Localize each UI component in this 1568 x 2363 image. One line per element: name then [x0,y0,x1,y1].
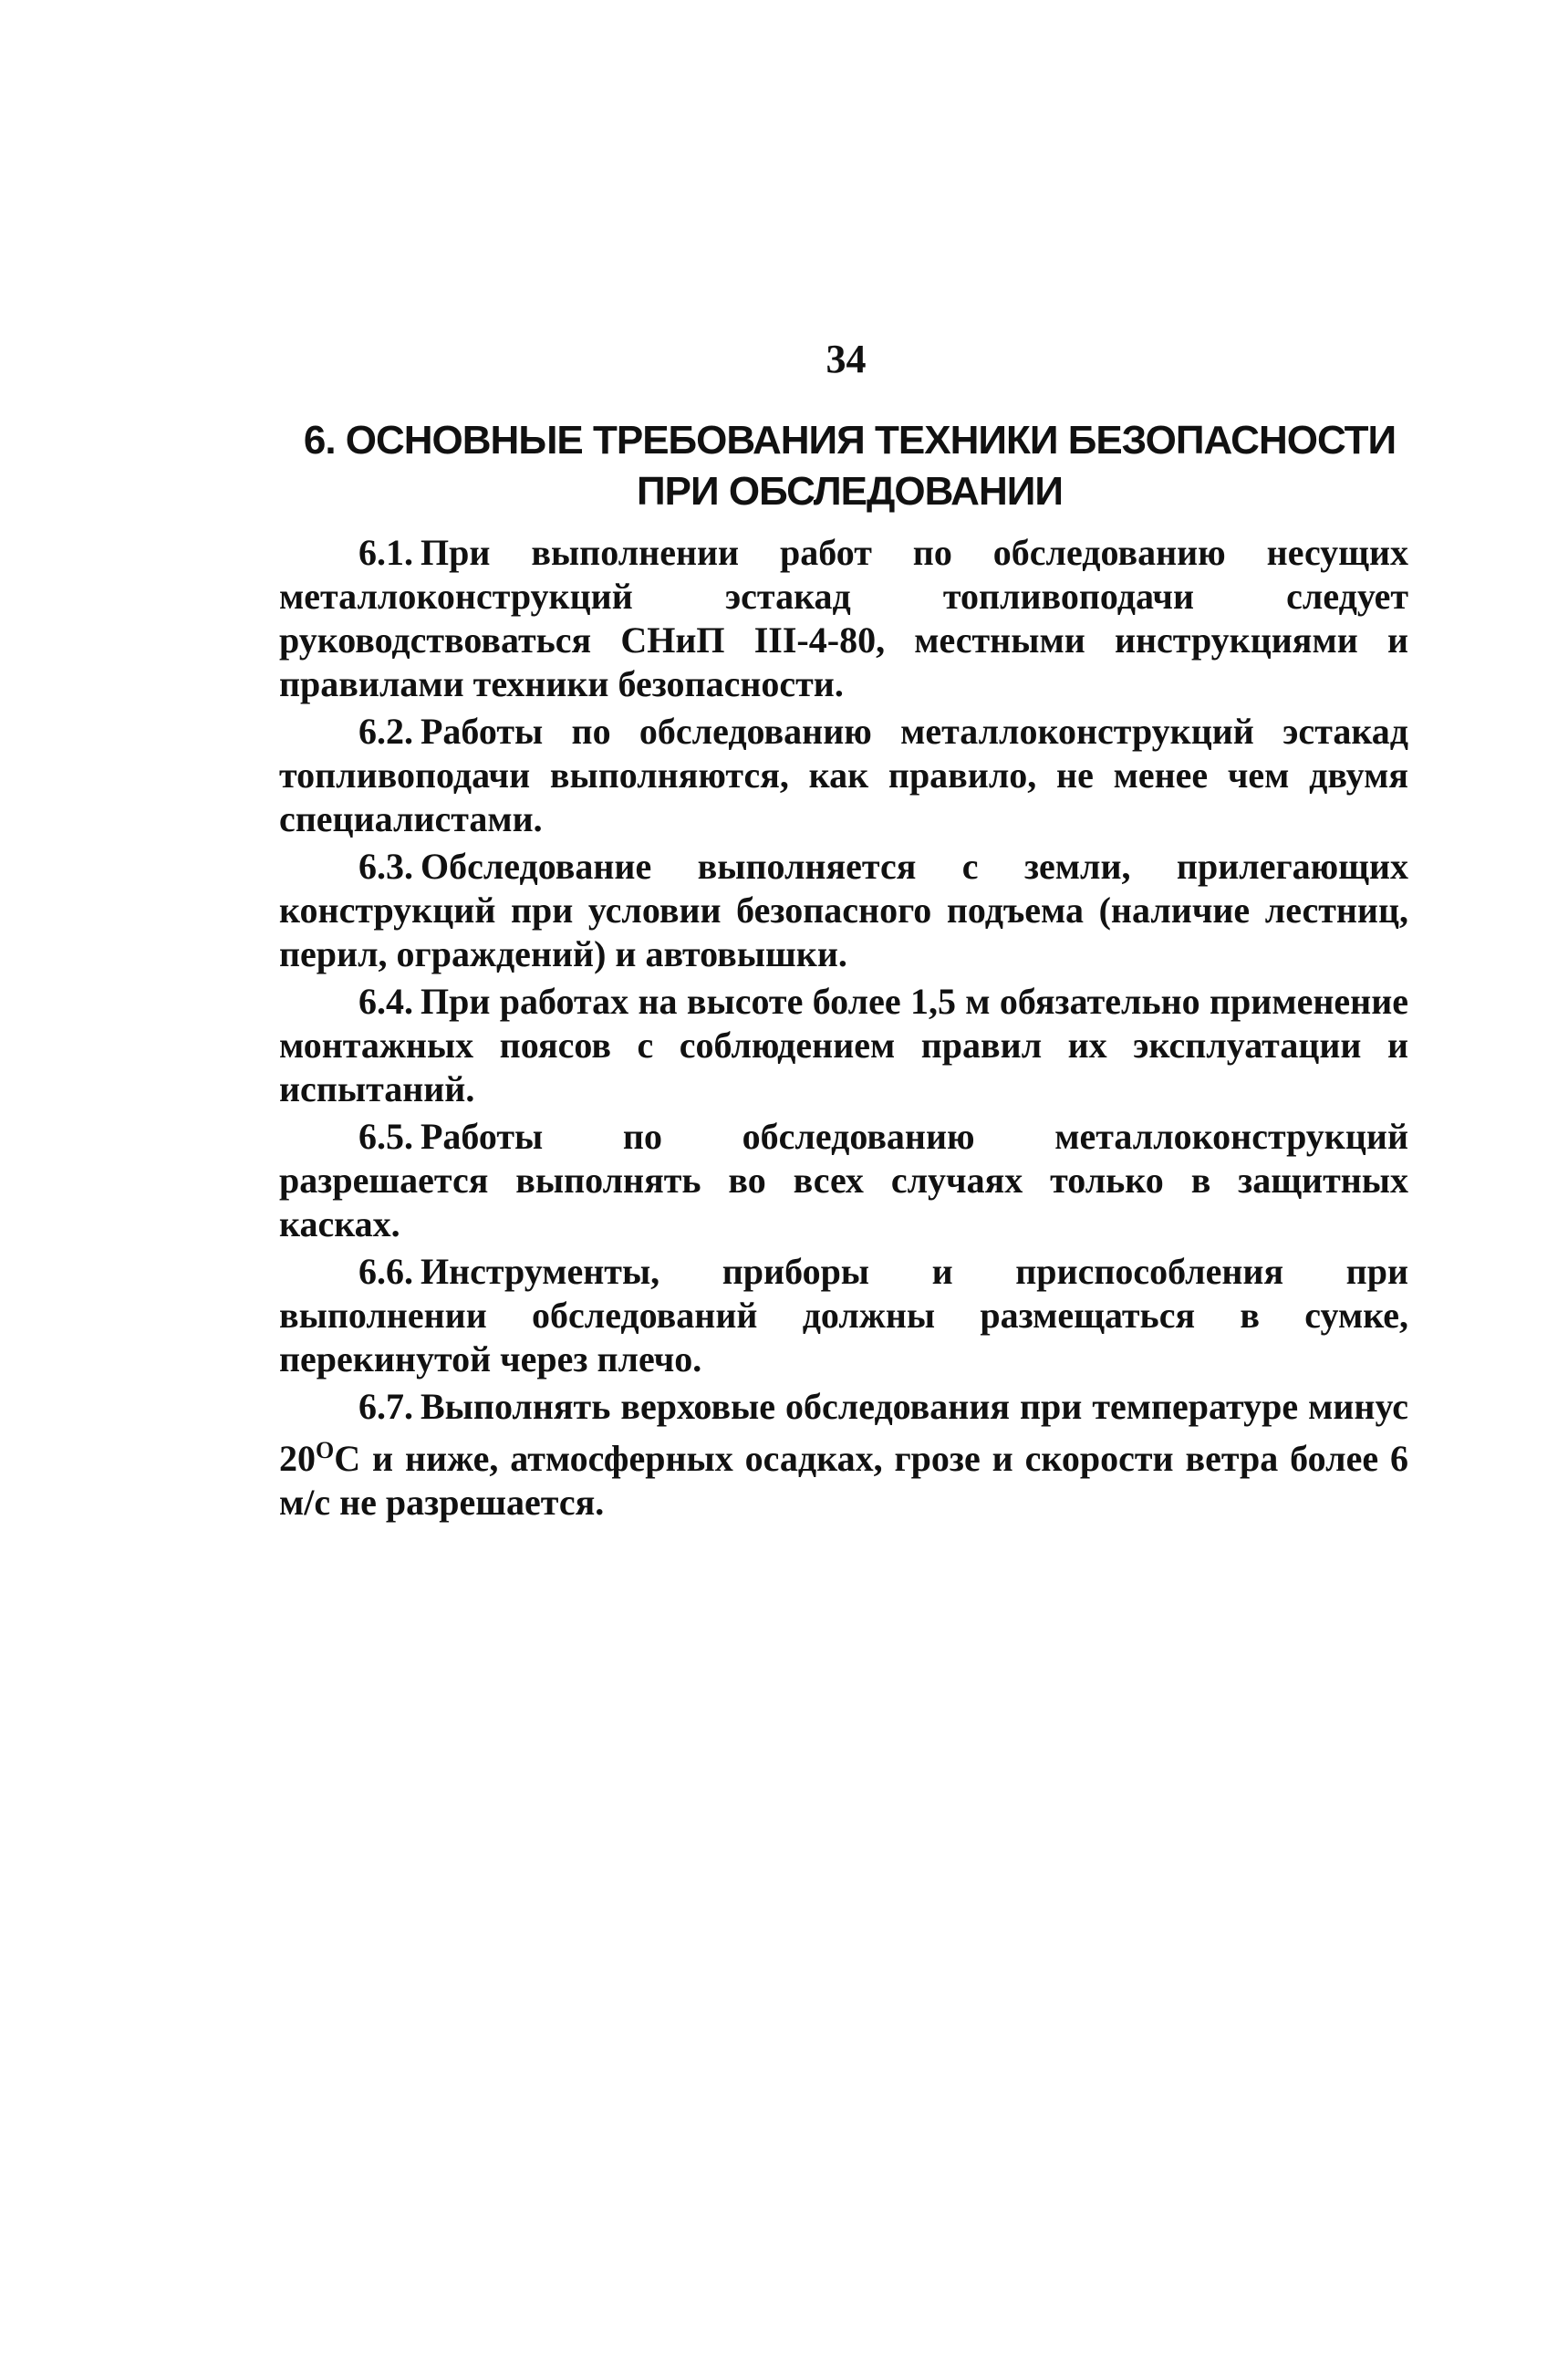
clause-text: Работы по обследованию металлоконструкций эстакад топливоподачи выполняются, как правило, не менее чем двумя специалистами. [279,711,1408,839]
clause-text-continued: С и ниже, атмосферных осадках, грозе и скорости ветра более 6 м/с не разрешается. [279,1438,1408,1523]
clause-text: Инструменты, приборы и приспособления при выполнении обследований должны размещаться в сумке, перекинутой через плечо. [279,1251,1408,1379]
clause-number: 6.2. [358,711,413,752]
section-heading [66,415,1568,517]
section-heading-line-1: 6. ОСНОВНЫЕ ТРЕБОВАНИЯ ТЕХНИКИ БЕЗОПАСНОСТИ [303,418,1397,463]
clause-text: При работах на высоте более 1,5 м обязательно применение монтажных поясов с соблюдением правил их эксплуатации и испытаний. [279,981,1408,1109]
page-number: 34 [826,337,867,381]
clause-number: 6.1. [358,532,413,573]
clause-number: 6.5. [358,1116,413,1157]
clause-number: 6.4. [358,981,413,1022]
clause-text: Работы по обследованию металлоконструкций разрешается выполнять во всех случаях только в защитных касках. [279,1116,1408,1244]
clause-6-7 [279,1385,1408,1525]
clause-number: 6.6. [358,1251,413,1292]
clause-6-1 [279,531,1408,706]
clause-number: 6.3. [358,846,413,887]
clause-number: 6.7. [358,1386,413,1427]
clause-6-6 [279,1250,1408,1381]
degree-superscript: О [316,1437,335,1463]
clause-text: Обследование выполняется с земли, прилегающих конструкций при условии безопасного подъема (наличие лестниц, перил, ограждений) и автовышки. [279,846,1408,974]
clause-6-4 [279,980,1408,1111]
section-body [279,531,1408,1528]
clause-6-3 [279,845,1408,976]
clause-6-2 [279,710,1408,841]
clause-6-5 [279,1115,1408,1246]
clause-text: При выполнении работ по обследованию несущих металлоконструкций эстакад топливоподачи следует руководствоваться СНиП III-4-80, местными инструкциями и правилами техники безопасности. [279,532,1408,704]
section-heading-line-2: ПРИ ОБСЛЕДОВАНИИ [637,469,1063,514]
clause-text: Выполнять верховые обследования при температуре минус 20 [279,1386,1408,1479]
